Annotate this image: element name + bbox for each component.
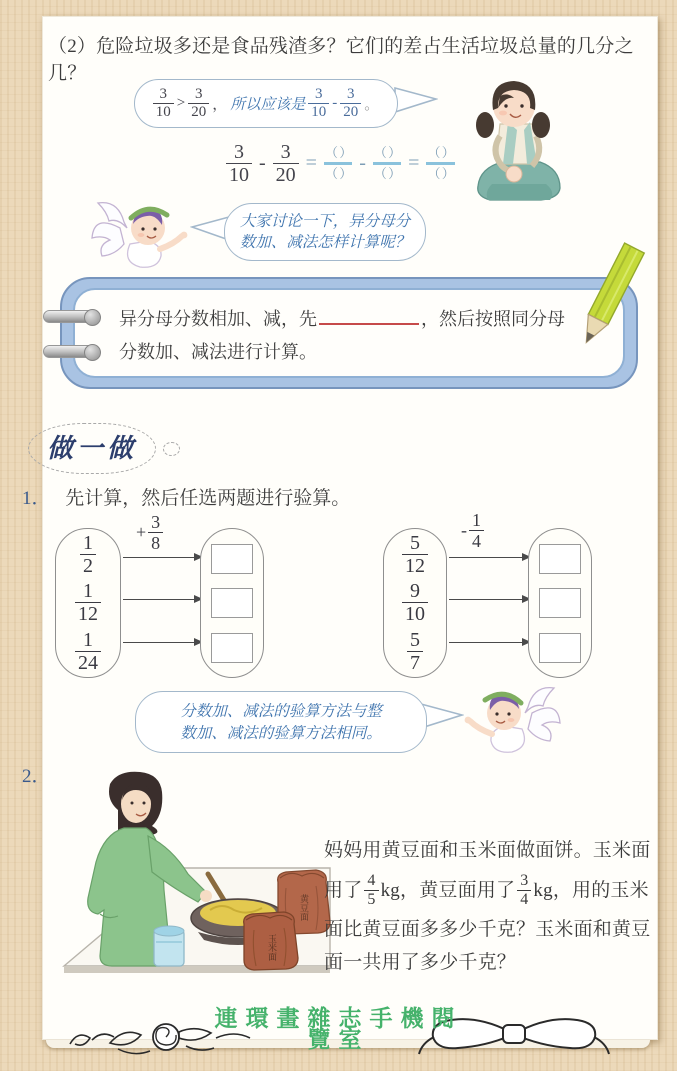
answer-box [539, 544, 581, 574]
fraction-3-4: $\frac{3}{4}$ [517, 872, 531, 908]
q2-line2-a: 用了 [324, 879, 363, 901]
rule-notebook-box [60, 277, 638, 389]
cherub-angel-icon [452, 676, 564, 762]
q2-line-3: 面比黄豆面多多少千克？玉米面和黄豆 [324, 919, 651, 940]
answer-box [211, 588, 253, 618]
fraction-5-7: $\frac{5}{7}$ [407, 629, 423, 675]
speech-tail-right-icon [394, 84, 438, 116]
left-source-fractions-pill [55, 528, 121, 678]
question-1-text: 先计算，然后任选两题进行验算。 [65, 488, 351, 509]
equation-equals-2: = [408, 152, 420, 175]
equation-blank-fraction-3: （ ） （ ） [427, 145, 454, 181]
discuss-line-1: 大家讨论一下，异分母分 [239, 212, 411, 230]
question-2-text [324, 834, 660, 979]
do-section-label: 做一做 [28, 423, 156, 474]
fraction-1-2: $\frac{1}{2}$ [80, 532, 96, 578]
period: 。 [364, 97, 380, 113]
plus-sign: + [136, 522, 147, 543]
question-2-number: 2． [22, 766, 51, 787]
q2-line-2 [324, 867, 660, 913]
check-line-1: 分数加、减法的验算方法与整 [180, 702, 382, 720]
q2-line-1: 妈妈用黄豆面和玉米面做面饼。玉米面 [324, 840, 651, 861]
q2-line-4: 面一共用了多少千克？ [324, 952, 517, 973]
answer-box [211, 633, 253, 663]
fraction-1-12: $\frac{1}{12}$ [75, 580, 101, 626]
watermark-line-2: 覽室 [307, 1027, 370, 1052]
left-answer-boxes-pill [200, 528, 264, 678]
minus-sign: - [332, 95, 338, 111]
fraction-4-5: $\frac{4}{5}$ [364, 872, 378, 908]
equation-blank-fraction-1: （ ） （ ） [324, 145, 352, 181]
equation-minus-1: - [259, 152, 266, 175]
equation-fraction-2: $\frac{3}{20}$ [273, 141, 299, 187]
fill-in-blank [319, 306, 419, 325]
right-source-fractions-pill [383, 528, 447, 678]
fraction-3-10: $\frac{3}{10}$ [153, 86, 174, 121]
compare-phrase: 所以应该是 [230, 95, 306, 113]
arrow-icon [449, 599, 523, 600]
check-method-speech-bubble [135, 691, 427, 753]
dashed-dot-icon [163, 442, 180, 456]
rule-text-after-blank: ，然后按照同分母 [421, 309, 565, 329]
answer-box [539, 633, 581, 663]
fraction-1-24: $\frac{1}{24}$ [75, 629, 101, 675]
fraction-equation [226, 141, 455, 187]
check-line-2: 数加、减法的验算方法相同。 [180, 724, 382, 742]
arrow-icon [123, 642, 195, 643]
sack-back-label: 黄豆面 [299, 894, 309, 921]
fraction-1-4: $\frac{1}{4}$ [469, 510, 484, 551]
arrow-icon [449, 642, 523, 643]
equation-minus-2: - [359, 152, 366, 175]
equation-blank-fraction-2: （ ） （ ） [373, 145, 401, 181]
fraction-5-12: $\frac{5}{12}$ [402, 532, 428, 578]
fraction-9-10: $\frac{9}{10}$ [402, 580, 428, 626]
answer-box [539, 588, 581, 618]
watermark-line-1: 連環畫雜志手機閱 [214, 1006, 463, 1031]
arrow-icon [123, 599, 195, 600]
pencil-icon [568, 240, 650, 356]
equation-equals-1: = [305, 152, 317, 175]
rule-text-area [73, 288, 625, 378]
fraction-3-20-blue: $\frac{3}{20}$ [340, 86, 361, 121]
girl-student-illustration [448, 72, 598, 206]
equation-fraction-1: $\frac{3}{10}$ [226, 141, 252, 187]
mother-cooking-illustration [48, 770, 332, 976]
rule-text-line-2: 分数加、减法进行计算。 [119, 342, 317, 362]
right-answer-boxes-pill [528, 528, 592, 678]
binder-ring-icon [43, 310, 99, 323]
question-1-number: 1． [22, 488, 51, 509]
comma: ， [212, 97, 228, 113]
fraction-3-10-blue: $\frac{3}{10}$ [308, 86, 329, 121]
question-1 [22, 483, 350, 510]
fraction-3-8: $\frac{3}{8}$ [148, 512, 163, 553]
sack-front-label: 玉米面 [267, 934, 277, 961]
left-operation-label [136, 512, 163, 553]
q2-line2-b: kg，黄豆面用了 [380, 879, 516, 901]
minus-sign: - [461, 520, 467, 541]
right-operation-label [461, 510, 484, 551]
question-2-header: （2）危险垃圾多还是食品残渣多？它们的差占生活垃圾总量的几分之几？ [48, 36, 634, 84]
arrow-icon [449, 557, 523, 558]
arrow-icon [123, 557, 195, 558]
compare-speech-bubble [134, 79, 398, 128]
q2-line2-c: kg，用的玉米 [533, 879, 649, 901]
discuss-speech-bubble [224, 203, 426, 261]
fraction-3-20: $\frac{3}{20}$ [188, 86, 209, 121]
binder-ring-icon [43, 345, 99, 358]
cherub-angel-icon [88, 194, 200, 274]
answer-box [211, 544, 253, 574]
do-section-badge [28, 423, 180, 474]
discuss-line-2: 数加、减法怎样计算呢？ [239, 233, 411, 251]
rule-text-before-blank: 异分母分数相加、减，先 [119, 309, 317, 329]
greater-than-sign: > [176, 95, 186, 111]
